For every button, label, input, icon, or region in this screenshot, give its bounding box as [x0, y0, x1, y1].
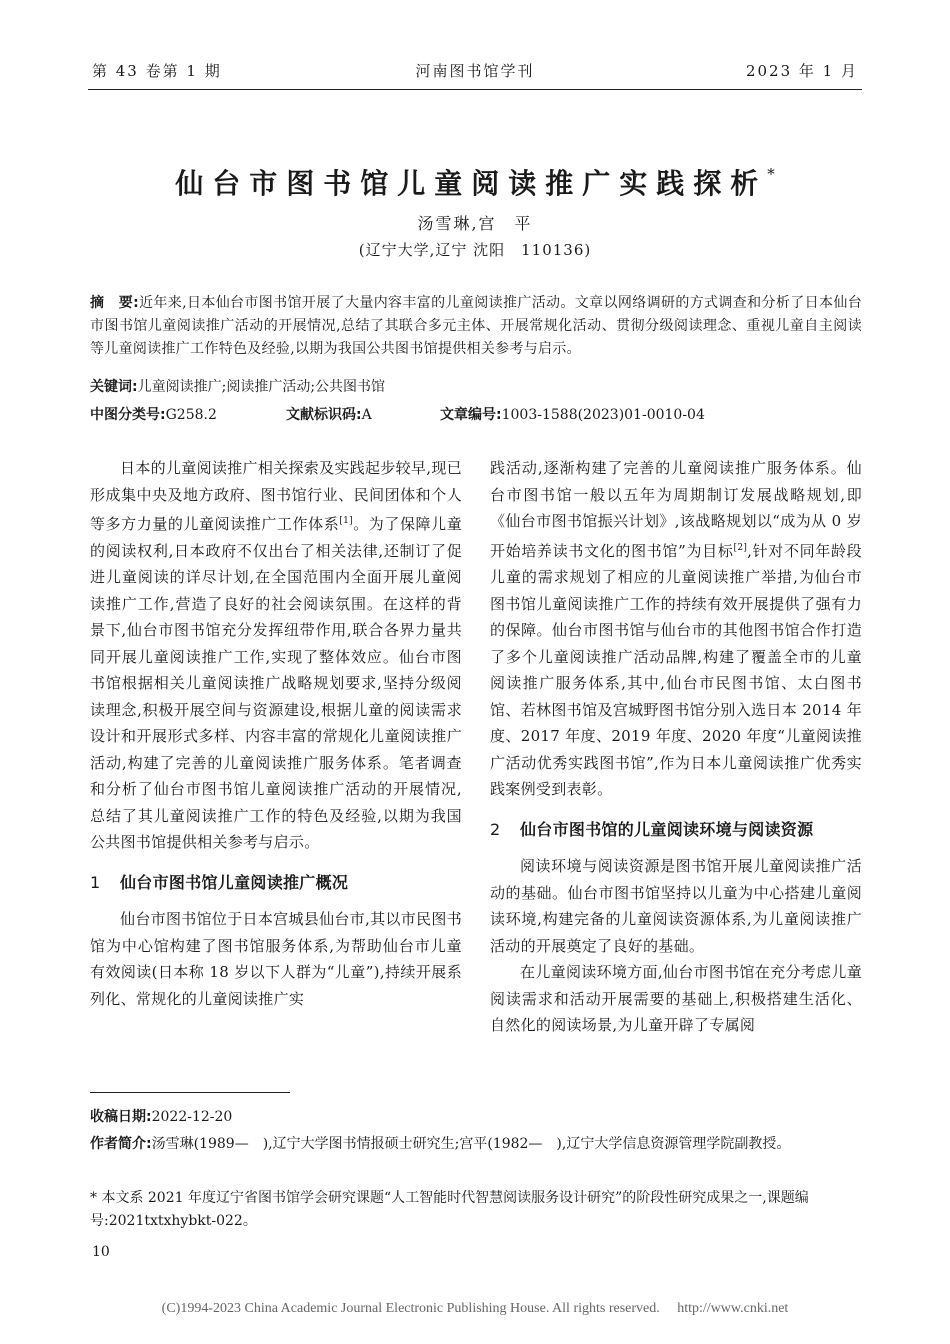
clc-label: 中图分类号: — [90, 407, 166, 423]
copyright-line: (C)1994-2023 China Academic Journal Electronic Publishing House. All rights reserved. http://www.cnki.net — [161, 1301, 789, 1316]
title-footnote-mark: * — [767, 165, 775, 183]
doc-code-label: 文献标识码: — [286, 407, 362, 423]
abstract-text: 近年来,日本仙台市图书馆开展了大量内容丰富的儿童阅读推广活动。文章以网络调研的方式调查和分析了日本仙台市图书馆儿童阅读推广活动的开展情况,总结了其联合多元主体、开展常规化活动、贯彻分级阅读理念、重视儿童自主阅读等儿童阅读推广工作特色及经验,以期为我国公共图书馆提供相关参考与启示。 — [90, 295, 862, 357]
keywords — [90, 376, 385, 396]
bio-text: 汤雪琳(1989— ),辽宁大学图书情报硕士研究生;宫平(1982— ),辽宁大学信息资源管理学院副教授。 — [151, 1136, 791, 1152]
citation-1: [1] — [339, 516, 353, 526]
section-1-number: 1 — [90, 872, 101, 892]
continued-text-a: 践活动,逐渐构建了完善的儿童阅读推广服务体系。仙台市图书馆一般以五年为周期制订发展战略规划,即《仙台市图书馆振兴计划》,该战略规划以“成为从 0 岁开始培养读书文化的图书馆”为目标 — [490, 459, 862, 560]
section-1-paragraph: 仙台市图书馆位于日本宫城县仙台市,其以市民图书馆为中心馆构建了图书馆服务体系,为帮助仙台市儿童有效阅读(日本称 18 岁以下人群为“儿童”),持续开展系列化、常规化的儿童阅读推广实 — [90, 910, 462, 1008]
keywords-text: 儿童阅读推广;阅读推广活动;公共图书馆 — [137, 379, 386, 395]
doc-code — [286, 404, 372, 424]
citation-2: [2] — [733, 542, 748, 553]
abstract-label: 摘 要: — [90, 295, 139, 311]
clc-number — [90, 404, 217, 424]
title-text: 仙台市图书馆儿童阅读推广实践探析 — [175, 167, 768, 200]
funding-note: * 本文系 2021 年度辽宁省图书馆学会研究课题“人工智能时代智慧阅读服务设计研究”的阶段性研究成果之一,课题编号:2021txtxhybkt-022。 — [90, 1190, 809, 1229]
header-date: 2023 年 1 月 — [745, 62, 858, 80]
intro-text-b: 。为了保障儿童的阅读权利,日本政府不仅出台了相关法律,还制订了促进儿童阅读的详尽计划,在全国范围内全面开展儿童阅读推广工作,营造了良好的社会阅读氛围。在这样的背景下,仙台市图书馆充分发挥纽带作用,联合各界力量共同开展儿童阅读推广工作,实现了整体效应。仙台市图书馆根据相关儿童阅读推广战略规划要求,坚持分级阅读理念,积极开展空间与资源建设,根据儿童的阅读需求设计和开展形式多样、内容丰富的常规化儿童阅读推广活动,构建了完善的儿童阅读推广服务体系。笔者调查和分析了仙台市图书馆儿童阅读推广活动的开展情况,总结了其儿童阅读推广工作的特色及经验,以期为我国公共图书馆提供相关参考与启示。 — [90, 515, 462, 851]
article-id-value: 1003-1588(2023)01-0010-04 — [501, 407, 705, 423]
article-id — [440, 404, 705, 424]
bio-label: 作者简介: — [90, 1136, 152, 1152]
footnote-rule — [90, 1092, 290, 1093]
section-2-paragraph-2: 在儿童阅读环境方面,仙台市图书馆在充分考虑儿童阅读需求和活动开展需要的基础上,积极搭建生活化、自然化的阅读场景,为儿童开辟了专属阅 — [490, 963, 862, 1034]
author-bio — [90, 1133, 862, 1156]
continued-paragraph — [490, 455, 862, 803]
left-column — [90, 455, 462, 1012]
received-value: 2022-12-20 — [151, 1109, 233, 1125]
authors: 汤雪琳,宫 平 — [417, 214, 533, 233]
section-2-title: 仙台市图书馆的儿童阅读环境与阅读资源 — [520, 819, 814, 839]
intro-text-a: 日本的儿童阅读推广相关探索及实践起步较早,现已形成集中央及地方政府、图书馆行业、民间团体和个人等多方力量的儿童阅读推广工作体系 — [90, 459, 462, 533]
article-id-label: 文章编号: — [440, 407, 502, 423]
abstract — [90, 292, 862, 361]
right-column — [490, 455, 862, 1039]
page-number: 10 — [92, 1244, 110, 1260]
section-2-paragraph-1: 阅读环境与阅读资源是图书馆开展儿童阅读推广活动的基础。仙台市图书馆坚持以儿童为中心搭建儿童阅读环境,构建完备的儿童阅读资源体系,为儿童阅读推广活动的开展奠定了良好的基础。 — [490, 857, 862, 955]
header-rule — [88, 89, 862, 90]
article-title — [0, 162, 950, 202]
affiliation: (辽宁大学,辽宁 沈阳 110136) — [358, 241, 592, 259]
intro-paragraph — [90, 455, 462, 856]
clc-value: G258.2 — [165, 407, 217, 423]
header-journal: 河南图书馆学刊 — [415, 62, 535, 80]
section-1-heading — [90, 870, 462, 897]
continued-text-b: ,针对不同年龄段儿童的需求规划了相应的儿童阅读推广举措,为仙台市图书馆儿童阅读推广工作的持续有效开展提供了强有力的保障。仙台市图书馆与仙台市的其他图书馆合作打造了多个儿童阅读推广活动品牌,构建了覆盖全市的儿童阅读推广服务体系,其中,仙台市民图书馆、太白图书馆、若林图书馆及宫城野图书馆分别入选日本 2014 年度、2017 年度、2019 年度、2020 年度“儿童阅读推广活动优秀实践图书馆”,作为日本儿童阅读推广优秀实践案例受到表彰。 — [490, 541, 862, 798]
section-2-number: 2 — [490, 819, 501, 839]
doc-code-value: A — [361, 407, 372, 423]
received-date — [90, 1106, 862, 1129]
section-2-heading — [490, 817, 862, 844]
header-volume: 第 43 卷第 1 期 — [92, 62, 222, 80]
keywords-label: 关键词: — [90, 379, 138, 395]
received-label: 收稿日期: — [90, 1109, 152, 1125]
section-1-title: 仙台市图书馆儿童阅读推广概况 — [120, 872, 349, 892]
